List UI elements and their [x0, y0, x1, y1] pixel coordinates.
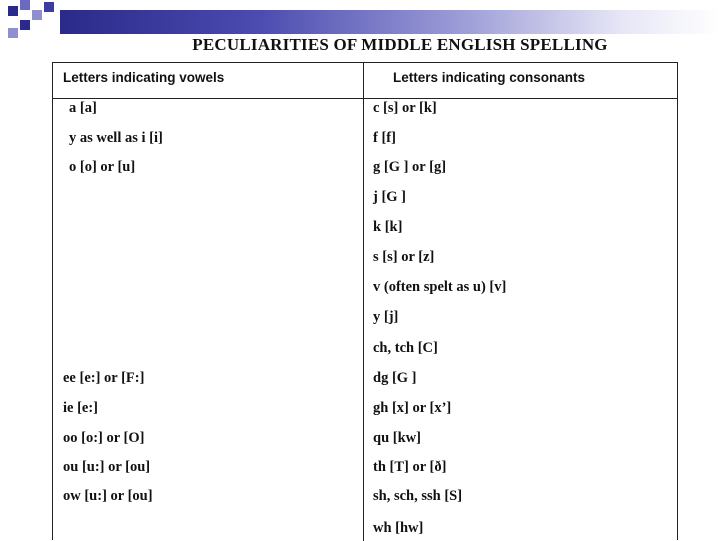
consonant-item: c [s] or [k]: [373, 100, 437, 116]
consonant-item: th [T] or [ð]: [373, 459, 447, 475]
deco-gradient-bar: [60, 10, 720, 34]
consonant-item: wh [hw]: [373, 520, 424, 536]
deco-square: [20, 20, 30, 30]
deco-square: [32, 10, 42, 20]
vowel-item: oo [o:] or [O]: [63, 430, 145, 446]
vowel-item: a [a]: [69, 100, 97, 116]
consonant-item: qu [kw]: [373, 430, 421, 446]
table-header-row: [53, 63, 677, 99]
consonant-item: y [j]: [373, 309, 399, 325]
consonant-item: v (often spelt as u) [v]: [373, 279, 507, 295]
page-title: PECULIARITIES OF MIDDLE ENGLISH SPELLING: [192, 35, 608, 54]
column-divider: [363, 63, 364, 541]
header-vowels: Letters indicating vowels: [63, 70, 225, 85]
vowel-item: y as well as i [i]: [69, 130, 163, 146]
consonant-item: g [G ] or [g]: [373, 159, 447, 175]
header-consonants: Letters indicating consonants: [393, 70, 586, 85]
deco-square: [20, 0, 30, 10]
decorative-header-band: [0, 0, 720, 40]
vowel-item: ie [e:]: [63, 400, 99, 416]
consonant-item: k [k]: [373, 219, 403, 235]
spelling-table: [52, 62, 678, 540]
vowel-item: ou [u:] or [ou]: [63, 459, 151, 475]
consonant-item: j [G ]: [373, 189, 407, 205]
consonant-item: f [f]: [373, 130, 396, 146]
vowel-item: o [o] or [u]: [69, 159, 136, 175]
consonant-item: sh, sch, ssh [S]: [373, 488, 463, 504]
deco-square: [8, 6, 18, 16]
consonant-item: dg [G ]: [373, 370, 417, 386]
consonant-item: ch, tch [C]: [373, 340, 438, 356]
deco-square: [44, 2, 54, 12]
consonant-item: gh [x] or [x’]: [373, 400, 452, 416]
vowel-item: ee [e:] or [F:]: [63, 370, 145, 386]
vowel-item: ow [u:] or [ou]: [63, 488, 153, 504]
consonant-item: s [s] or [z]: [373, 249, 435, 265]
